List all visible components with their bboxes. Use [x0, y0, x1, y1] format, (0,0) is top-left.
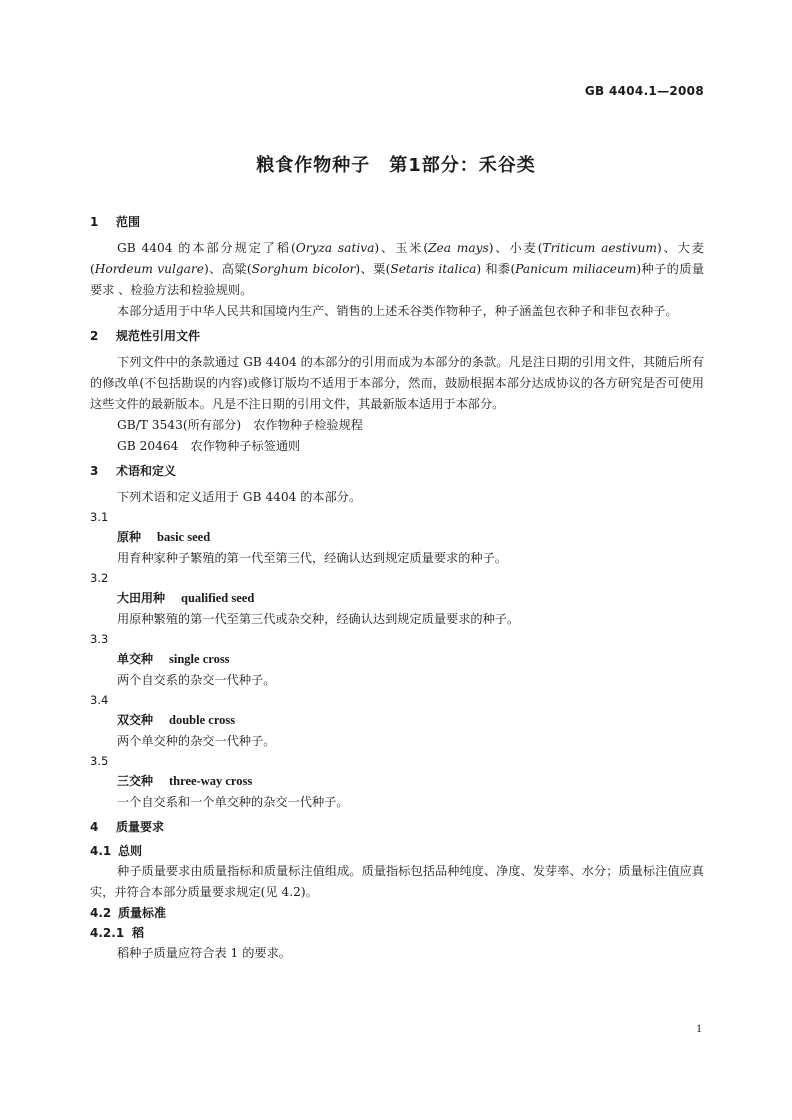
term-english: single cross — [169, 652, 230, 666]
document-body — [90, 212, 704, 964]
section-2-heading — [90, 326, 704, 346]
subsection-title: 稻 — [132, 926, 145, 940]
term-definition: 用育种家种子繁殖的第一代至第三代，经确认达到规定质量要求的种子。 — [117, 551, 507, 565]
species-name: Triticum aestivum — [542, 241, 657, 255]
subsection-title: 质量标准 — [118, 906, 167, 920]
section-3-heading — [90, 461, 704, 481]
term-definition: 用原种繁殖的第一代至第三代或杂交种，经确认达到规定质量要求的种子。 — [117, 612, 520, 626]
subsection-number: 4.2 — [90, 906, 112, 920]
section-number: 1 — [90, 215, 99, 229]
term-heading — [90, 649, 704, 670]
references-paragraph: 下列文件中的条款通过 GB 4404 的本部分的引用而成为本部分的条款。凡是注日期的引用文件，其随后所有的修改单(不包括勘误的内容)或修订版均不适用于本部分，然而，鼓励根据本部分达成协议的各方研究是否可使用这些文件的最新版本。凡是不注日期的引用文件，其最新版本适用于本部分。 — [90, 355, 704, 411]
section-title: 范围 — [116, 215, 141, 229]
term-chinese: 大田用种 — [117, 591, 166, 605]
term-english: three-way cross — [169, 774, 253, 788]
term-definition: 一个自交系和一个单交种的杂交一代种子。 — [117, 795, 349, 809]
term-definition: 两个自交系的杂交一代种子。 — [117, 673, 276, 687]
subsection-number: 4.1 — [90, 844, 112, 858]
species-name: Hordeum vulgare — [94, 262, 204, 276]
reference-item: GB/T 3543(所有部分) 农作物种子检验规程 — [117, 418, 363, 432]
term-heading — [90, 527, 704, 548]
document-title: 粮食作物种子 第1部分：禾谷类 — [256, 155, 536, 176]
scope-paragraph-1: GB 4404 的本部分规定了稻(Oryza sativa)、玉米(Zea mays)、小麦(Triticum aestivum)、大麦(Hordeum vulgare)、高粱(Sorghum bicolor)、粟(Setaris italica) 和黍(Panicum miliaceum)种子的质量要求 、检验方法和检验规则。 — [90, 241, 705, 297]
term-chinese: 原种 — [117, 530, 142, 544]
section-1-heading — [90, 212, 704, 232]
section-title: 术语和定义 — [116, 464, 177, 478]
section-number: 3 — [90, 464, 99, 478]
standard-code: GB 4404.1—2008 — [584, 84, 704, 98]
section-number: 4 — [90, 820, 99, 834]
term-number: 3.2 — [90, 571, 109, 585]
subsection-4-2-1-heading — [90, 923, 704, 943]
term-number: 3.1 — [90, 510, 109, 524]
term-english: basic seed — [157, 530, 211, 544]
terms-intro: 下列术语和定义适用于 GB 4404 的本部分。 — [117, 490, 362, 504]
term-number: 3.3 — [90, 632, 109, 646]
term-english: double cross — [169, 713, 236, 727]
species-name: Setaris italica — [390, 262, 477, 276]
subsection-number: 4.2.1 — [90, 926, 125, 940]
reference-item: GB 20464 农作物种子标签通则 — [117, 439, 301, 453]
subsection-title: 总则 — [118, 844, 143, 858]
rice-paragraph: 稻种子质量应符合表 1 的要求。 — [117, 946, 291, 960]
general-paragraph: 种子质量要求由质量指标和质量标注值组成。质量指标包括品种纯度、净度、发芽率、水分；质量标注值应真实，并符合本部分质量要求规定(见 4.2)。 — [90, 864, 704, 899]
term-heading — [90, 588, 704, 609]
scope-paragraph-2: 本部分适用于中华人民共和国境内生产、销售的上述禾谷类作物种子，种子涵盖包衣种子和非包衣种子。 — [117, 304, 678, 318]
subsection-4-1-heading — [90, 841, 704, 861]
term-english: qualified seed — [181, 591, 255, 605]
species-name: Oryza sativa — [295, 241, 375, 255]
term-chinese: 单交种 — [117, 652, 154, 666]
species-name: Sorghum bicolor — [251, 262, 356, 276]
term-heading — [90, 771, 704, 792]
section-title: 规范性引用文件 — [116, 329, 201, 343]
term-heading — [90, 710, 704, 731]
subsection-4-2-heading — [90, 903, 704, 923]
term-number: 3.4 — [90, 693, 109, 707]
section-title: 质量要求 — [116, 820, 165, 834]
section-number: 2 — [90, 329, 99, 343]
page-number: 1 — [696, 1021, 702, 1035]
section-4-heading — [90, 817, 704, 837]
term-definition: 两个单交种的杂交一代种子。 — [117, 734, 276, 748]
term-chinese: 双交种 — [117, 713, 154, 727]
term-number: 3.5 — [90, 754, 109, 768]
species-name: Zea mays — [428, 241, 489, 255]
term-chinese: 三交种 — [117, 774, 154, 788]
species-name: Panicum miliaceum — [515, 262, 637, 276]
